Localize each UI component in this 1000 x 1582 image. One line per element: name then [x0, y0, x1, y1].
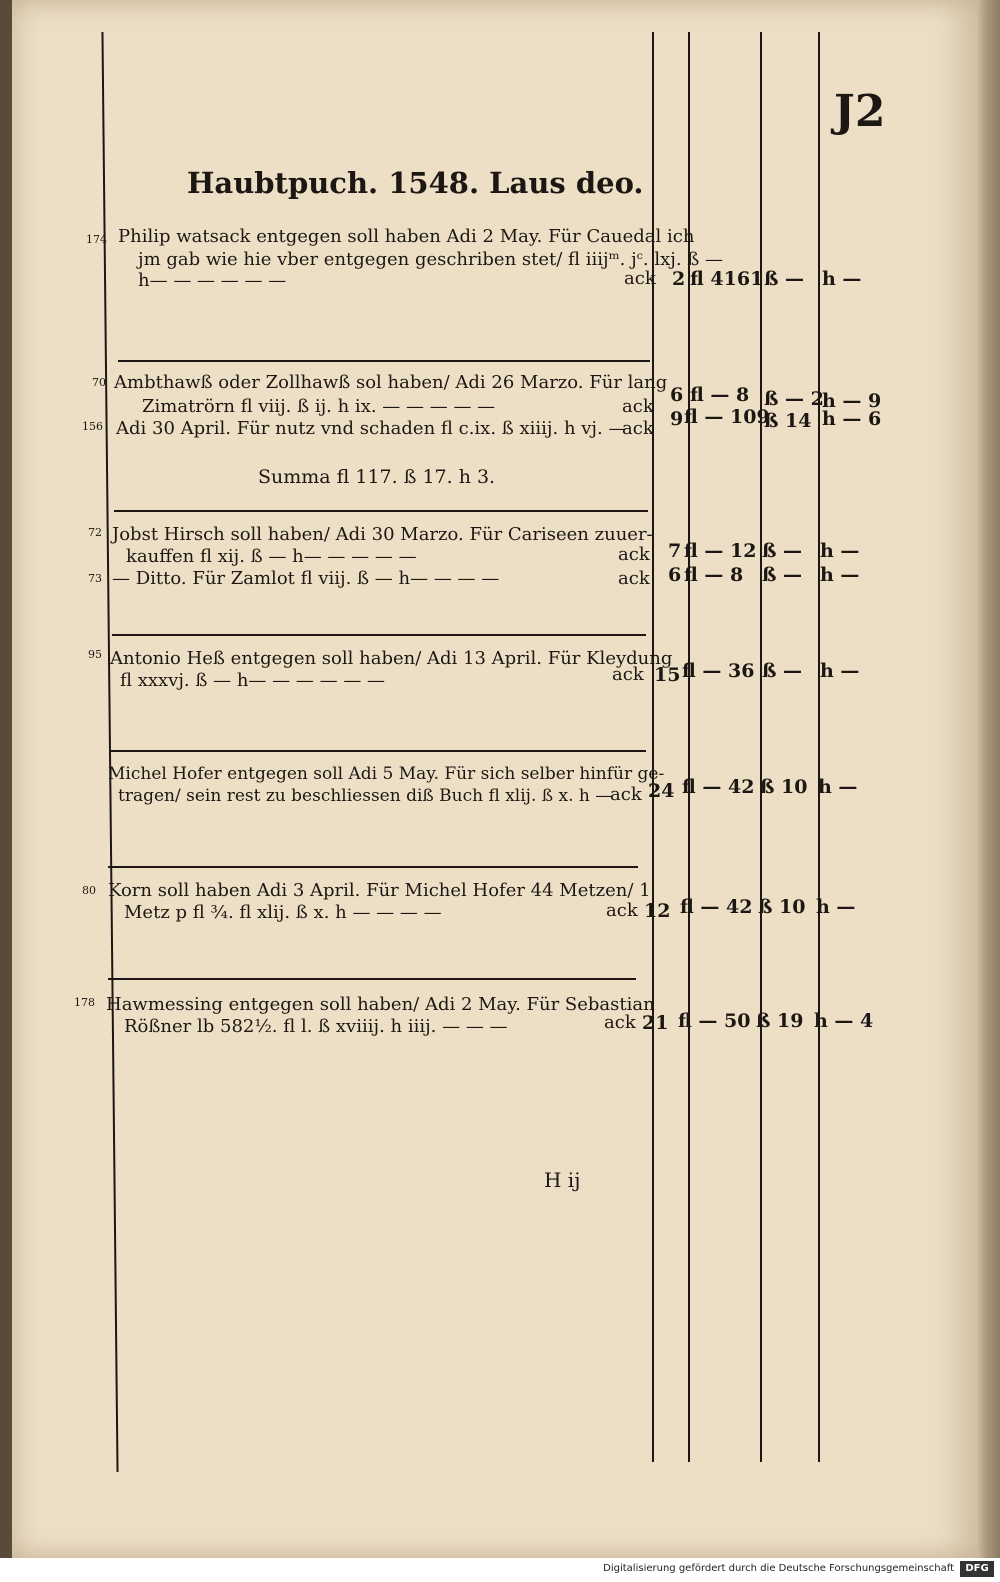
entry-line: Rößner lb 582½. fl l. ß xviiij. h iiij. — — —: [124, 1016, 508, 1037]
heller-amount: h — 6: [822, 408, 882, 430]
florin-amount: fl — 42: [680, 896, 753, 918]
ack-marker: ack: [618, 544, 650, 565]
ack-marker: ack: [622, 396, 654, 417]
entry-ref: 156: [82, 420, 103, 433]
heller-amount: h —: [820, 564, 860, 586]
ack-marker: ack: [604, 1012, 636, 1033]
entry-line: Metz p fl ¾. fl xlij. ß x. h — — — —: [124, 902, 442, 923]
florin-amount: fl — 109: [684, 406, 770, 428]
folio-ref: 2: [672, 268, 686, 290]
ack-marker: ack: [606, 900, 638, 921]
entry-line: Adi 30 April. Für nutz vnd schaden fl c.ix. ß xiiij. h vj. —: [116, 418, 627, 439]
entry-line: h— — — — — —: [138, 270, 287, 291]
footer-credit: Digitalisierung gefördert durch die Deutsche Forschungsgemeinschaft: [603, 1563, 954, 1574]
entry-divider: [108, 866, 638, 868]
ledger-page: [12, 0, 978, 1558]
summa-line: Summa fl 117. ß 17. h 3.: [258, 466, 496, 488]
florin-amount: fl 4161: [690, 268, 764, 290]
entry-line: jm gab wie hie vber entgegen geschriben stet/ fl iiijᵐ. jᶜ. lxj. ß —: [138, 249, 724, 270]
florin-column-rule: [760, 32, 762, 1462]
entry-line: Antonio Heß entgegen soll haben/ Adi 13 April. Für Kleydung: [110, 648, 673, 669]
heller-amount: h —: [822, 268, 862, 290]
entry-ref: 95: [88, 648, 102, 661]
heller-amount: h —: [816, 896, 856, 918]
entry-line: fl xxxvj. ß — h— — — — — —: [120, 670, 386, 691]
ack-marker: ack: [622, 418, 654, 439]
entry-ref: 178: [74, 996, 95, 1009]
entry-line: Jobst Hirsch soll haben/ Adi 30 Marzo. Für Cariseen zuuer-: [112, 524, 653, 545]
entry-ref: 174: [86, 233, 107, 246]
entry-divider: [112, 634, 646, 636]
ack-marker: ack: [618, 568, 650, 589]
florin-amount: fl — 8: [690, 384, 750, 406]
heller-amount: h — 4: [814, 1010, 874, 1032]
left-margin-rule: [101, 32, 118, 1472]
folio-ref: 6: [670, 384, 684, 406]
entry-line: tragen/ sein rest zu beschliessen diß Buch fl xlij. ß x. h —: [118, 786, 613, 806]
shilling-amount: ß 10: [760, 776, 808, 798]
folio-ref: 21: [642, 1012, 669, 1034]
shilling-column-rule: [818, 32, 820, 1462]
shilling-amount: ß 19: [756, 1010, 804, 1032]
heller-amount: h —: [820, 540, 860, 562]
folio-ref: 7: [668, 540, 682, 562]
shilling-amount: ß —: [764, 268, 805, 290]
shilling-amount: ß — 2: [764, 388, 824, 410]
signature-mark: H ij: [544, 1168, 581, 1192]
page-edge: [978, 0, 1000, 1558]
shilling-amount: ß —: [762, 564, 803, 586]
florin-amount: fl — 42: [682, 776, 755, 798]
entry-ref: 70: [92, 376, 106, 389]
dfg-logo: DFG: [960, 1561, 994, 1577]
ack-marker: ack: [612, 664, 644, 685]
entry-line: Zimatrörn fl viij. ß ij. h ix. — — — — —: [142, 396, 496, 417]
entry-line: kauffen fl xij. ß — h— — — — —: [126, 546, 417, 567]
folio-ref: 9: [670, 408, 684, 430]
entry-line: Michel Hofer entgegen soll Adi 5 May. Für sich selber hinfür ge-: [108, 764, 665, 784]
entry-ref: 72: [88, 526, 102, 539]
entry-divider: [114, 510, 648, 512]
page-header: Haubtpuch. 1548. Laus deo.: [187, 166, 644, 200]
entry-line: Philip watsack entgegen soll haben Adi 2 May. Für Cauedal ich: [118, 226, 695, 247]
folio-ref: 12: [644, 900, 671, 922]
entry-divider: [110, 750, 646, 752]
heller-amount: h —: [820, 660, 860, 682]
ack-marker: ack: [624, 268, 656, 289]
shilling-amount: ß —: [762, 540, 803, 562]
folio-ref: 24: [648, 780, 675, 802]
shilling-amount: ß 14: [764, 410, 812, 432]
entry-line: — Ditto. Für Zamlot fl viij. ß — h— — — —: [112, 568, 500, 589]
shilling-amount: ß 10: [758, 896, 806, 918]
entry-ref: 80: [82, 884, 96, 897]
footer-bar: [0, 1558, 1000, 1582]
entry-ref: 73: [88, 572, 102, 585]
florin-amount: fl — 12: [684, 540, 757, 562]
florin-amount: fl — 36: [682, 660, 755, 682]
folio-ref: 6: [668, 564, 682, 586]
ack-marker: ack: [610, 784, 642, 805]
heller-amount: h —: [818, 776, 858, 798]
florin-amount: fl — 8: [684, 564, 744, 586]
entry-line: Hawmessing entgegen soll haben/ Adi 2 May. Für Sebastian: [106, 994, 655, 1015]
heller-amount: h — 9: [822, 390, 882, 412]
entry-divider: [118, 360, 650, 362]
shilling-amount: ß —: [762, 660, 803, 682]
folio-ref: 15: [654, 664, 681, 686]
entry-divider: [108, 978, 636, 980]
folio-number: J2: [834, 86, 886, 137]
florin-amount: fl — 50: [678, 1010, 751, 1032]
entry-line: Korn soll haben Adi 3 April. Für Michel Hofer 44 Metzen/ 1: [108, 880, 651, 901]
entry-line: Ambthawß oder Zollhawß sol haben/ Adi 26 Marzo. Für lang: [114, 372, 668, 393]
